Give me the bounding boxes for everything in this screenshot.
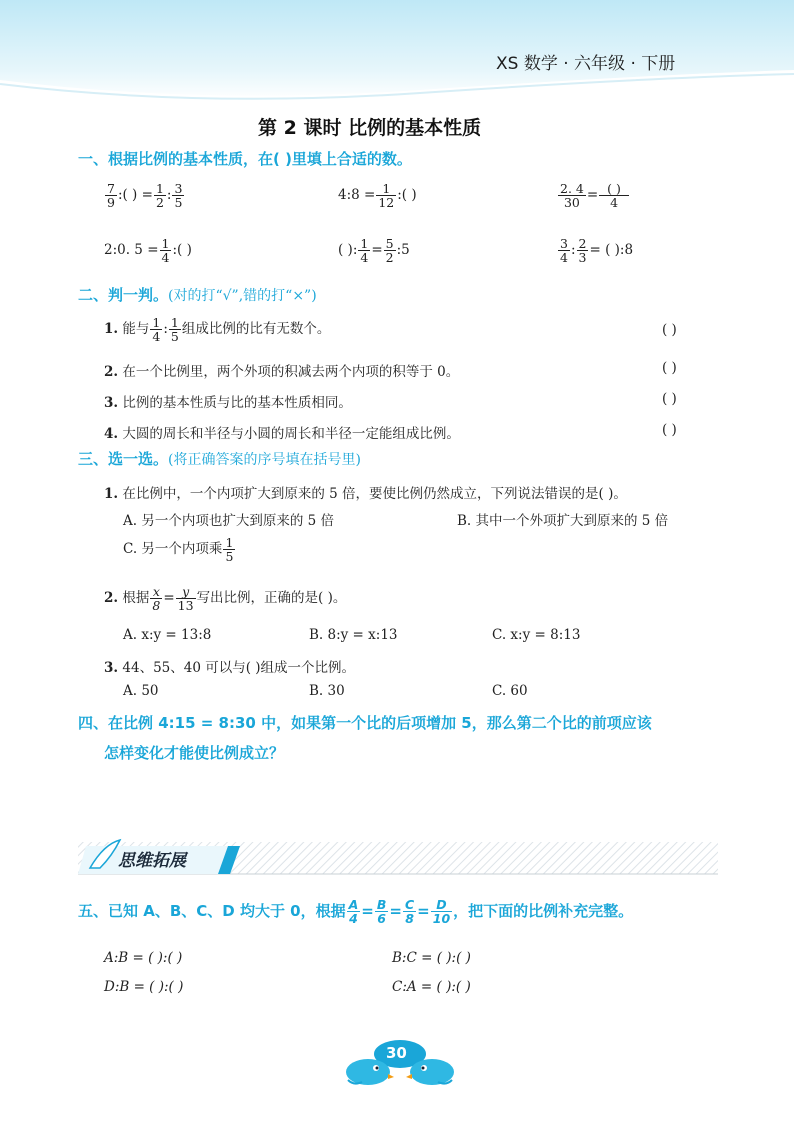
answer-paren-2-3[interactable]: ( ) bbox=[662, 391, 677, 407]
banner-title: 思维拓展 bbox=[118, 851, 186, 871]
section-5-heading: 五、已知 A、B、C、D 均大于 0，根据 $\frac{A}{4}$ = $\frac{B}{6}$ = $\frac{C}{8}$ = $\frac{D}{10}$ ，把下面的比例补充完整。 bbox=[78, 897, 634, 927]
problem-1-4: 2:0. 5 = $\frac{1}{4}$ :( ) bbox=[104, 236, 192, 266]
section-4-line-1: 四、在比例 4:15 = 8:30 中，如果第一个比的后项增加 5，那么第二个比的前项应该 bbox=[78, 714, 652, 732]
problem-1-6: $\frac{3}{4}$ : $\frac{2}{3}$ = ( ):8 bbox=[560, 236, 634, 266]
problem-1-5: ( ): $\frac{1}{4}$ = $\frac{5}{2}$ :5 bbox=[338, 236, 410, 266]
option-3b[interactable]: B. 30 bbox=[309, 683, 345, 699]
option-1c[interactable]: C. 另一个内项乘 $\frac{1}{5}$ bbox=[123, 535, 234, 565]
option-1b[interactable]: B. 其中一个外项扩大到原来的 5 倍 bbox=[457, 513, 669, 529]
page-number: 30 bbox=[386, 1044, 407, 1062]
judge-item-3: 3. 比例的基本性质与比的基本性质相同。 bbox=[104, 395, 352, 411]
judge-item-1: 1. 能与 $\frac{1}{4}$ : $\frac{1}{5}$ 组成比例的比有无数个。 bbox=[104, 315, 331, 345]
option-3c[interactable]: C. 60 bbox=[492, 683, 528, 699]
section-3-heading: 三、选一选。(将正确答案的序号填在括号里) bbox=[78, 450, 361, 468]
problem-1-3: $\frac{2. 4}{30}$ = $\frac{( )}{4}$ bbox=[557, 182, 630, 209]
section-4-line-2: 怎样变化才能使比例成立？ bbox=[104, 744, 285, 762]
problem-1-2: 4:8 = $\frac{1}{12}$ :( ) bbox=[338, 181, 417, 211]
problem-1-1: $\frac{7}{9}$ :( ) = $\frac{1}{2}$ : $\frac{3}{5}$ bbox=[107, 181, 183, 211]
book-title: XS 数学 · 六年级 · 下册 bbox=[496, 54, 676, 74]
fill-row-2[interactable]: B:C = ( ):( ) bbox=[392, 950, 471, 966]
option-3a[interactable]: A. 50 bbox=[123, 683, 159, 699]
choice-question-3: 3. 44、55、40 可以与( )组成一个比例。 bbox=[104, 660, 356, 676]
option-2a[interactable]: A. x:y = 13:8 bbox=[123, 627, 212, 643]
choice-question-2: 2. 根据 $\frac{x}{8}$ = $\frac{y}{13}$ 写出比例，正确的是( )。 bbox=[104, 584, 347, 614]
section-2-heading: 二、判一判。(对的打“√”,错的打“×”) bbox=[78, 286, 317, 304]
choice-question-1: 1. 在比例中，一个内项扩大到原来的 5 倍，要使比例仍然成立，下列说法错误的是( )。 bbox=[104, 486, 627, 502]
option-2b[interactable]: B. 8:y = x:13 bbox=[309, 627, 398, 643]
fill-row-1[interactable]: A:B = ( ):( ) bbox=[104, 950, 183, 966]
section-1-heading: 一、根据比例的基本性质，在( )里填上合适的数。 bbox=[78, 150, 412, 168]
judge-item-4: 4. 大圆的周长和半径与小圆的周长和半径一定能组成比例。 bbox=[104, 426, 460, 442]
option-1a[interactable]: A. 另一个内项也扩大到原来的 5 倍 bbox=[123, 513, 335, 529]
lesson-title: 第 2 课时 比例的基本性质 bbox=[258, 117, 482, 139]
judge-item-2: 2. 在一个比例里，两个外项的积减去两个内项的积等于 0。 bbox=[104, 364, 460, 380]
answer-paren-2-1[interactable]: ( ) bbox=[662, 322, 677, 338]
fill-row-4[interactable]: C:A = ( ):( ) bbox=[392, 979, 471, 995]
answer-paren-2-4[interactable]: ( ) bbox=[662, 422, 677, 438]
option-2c[interactable]: C. x:y = 8:13 bbox=[492, 627, 581, 643]
fill-row-3[interactable]: D:B = ( ):( ) bbox=[104, 979, 184, 995]
answer-paren-2-2[interactable]: ( ) bbox=[662, 360, 677, 376]
